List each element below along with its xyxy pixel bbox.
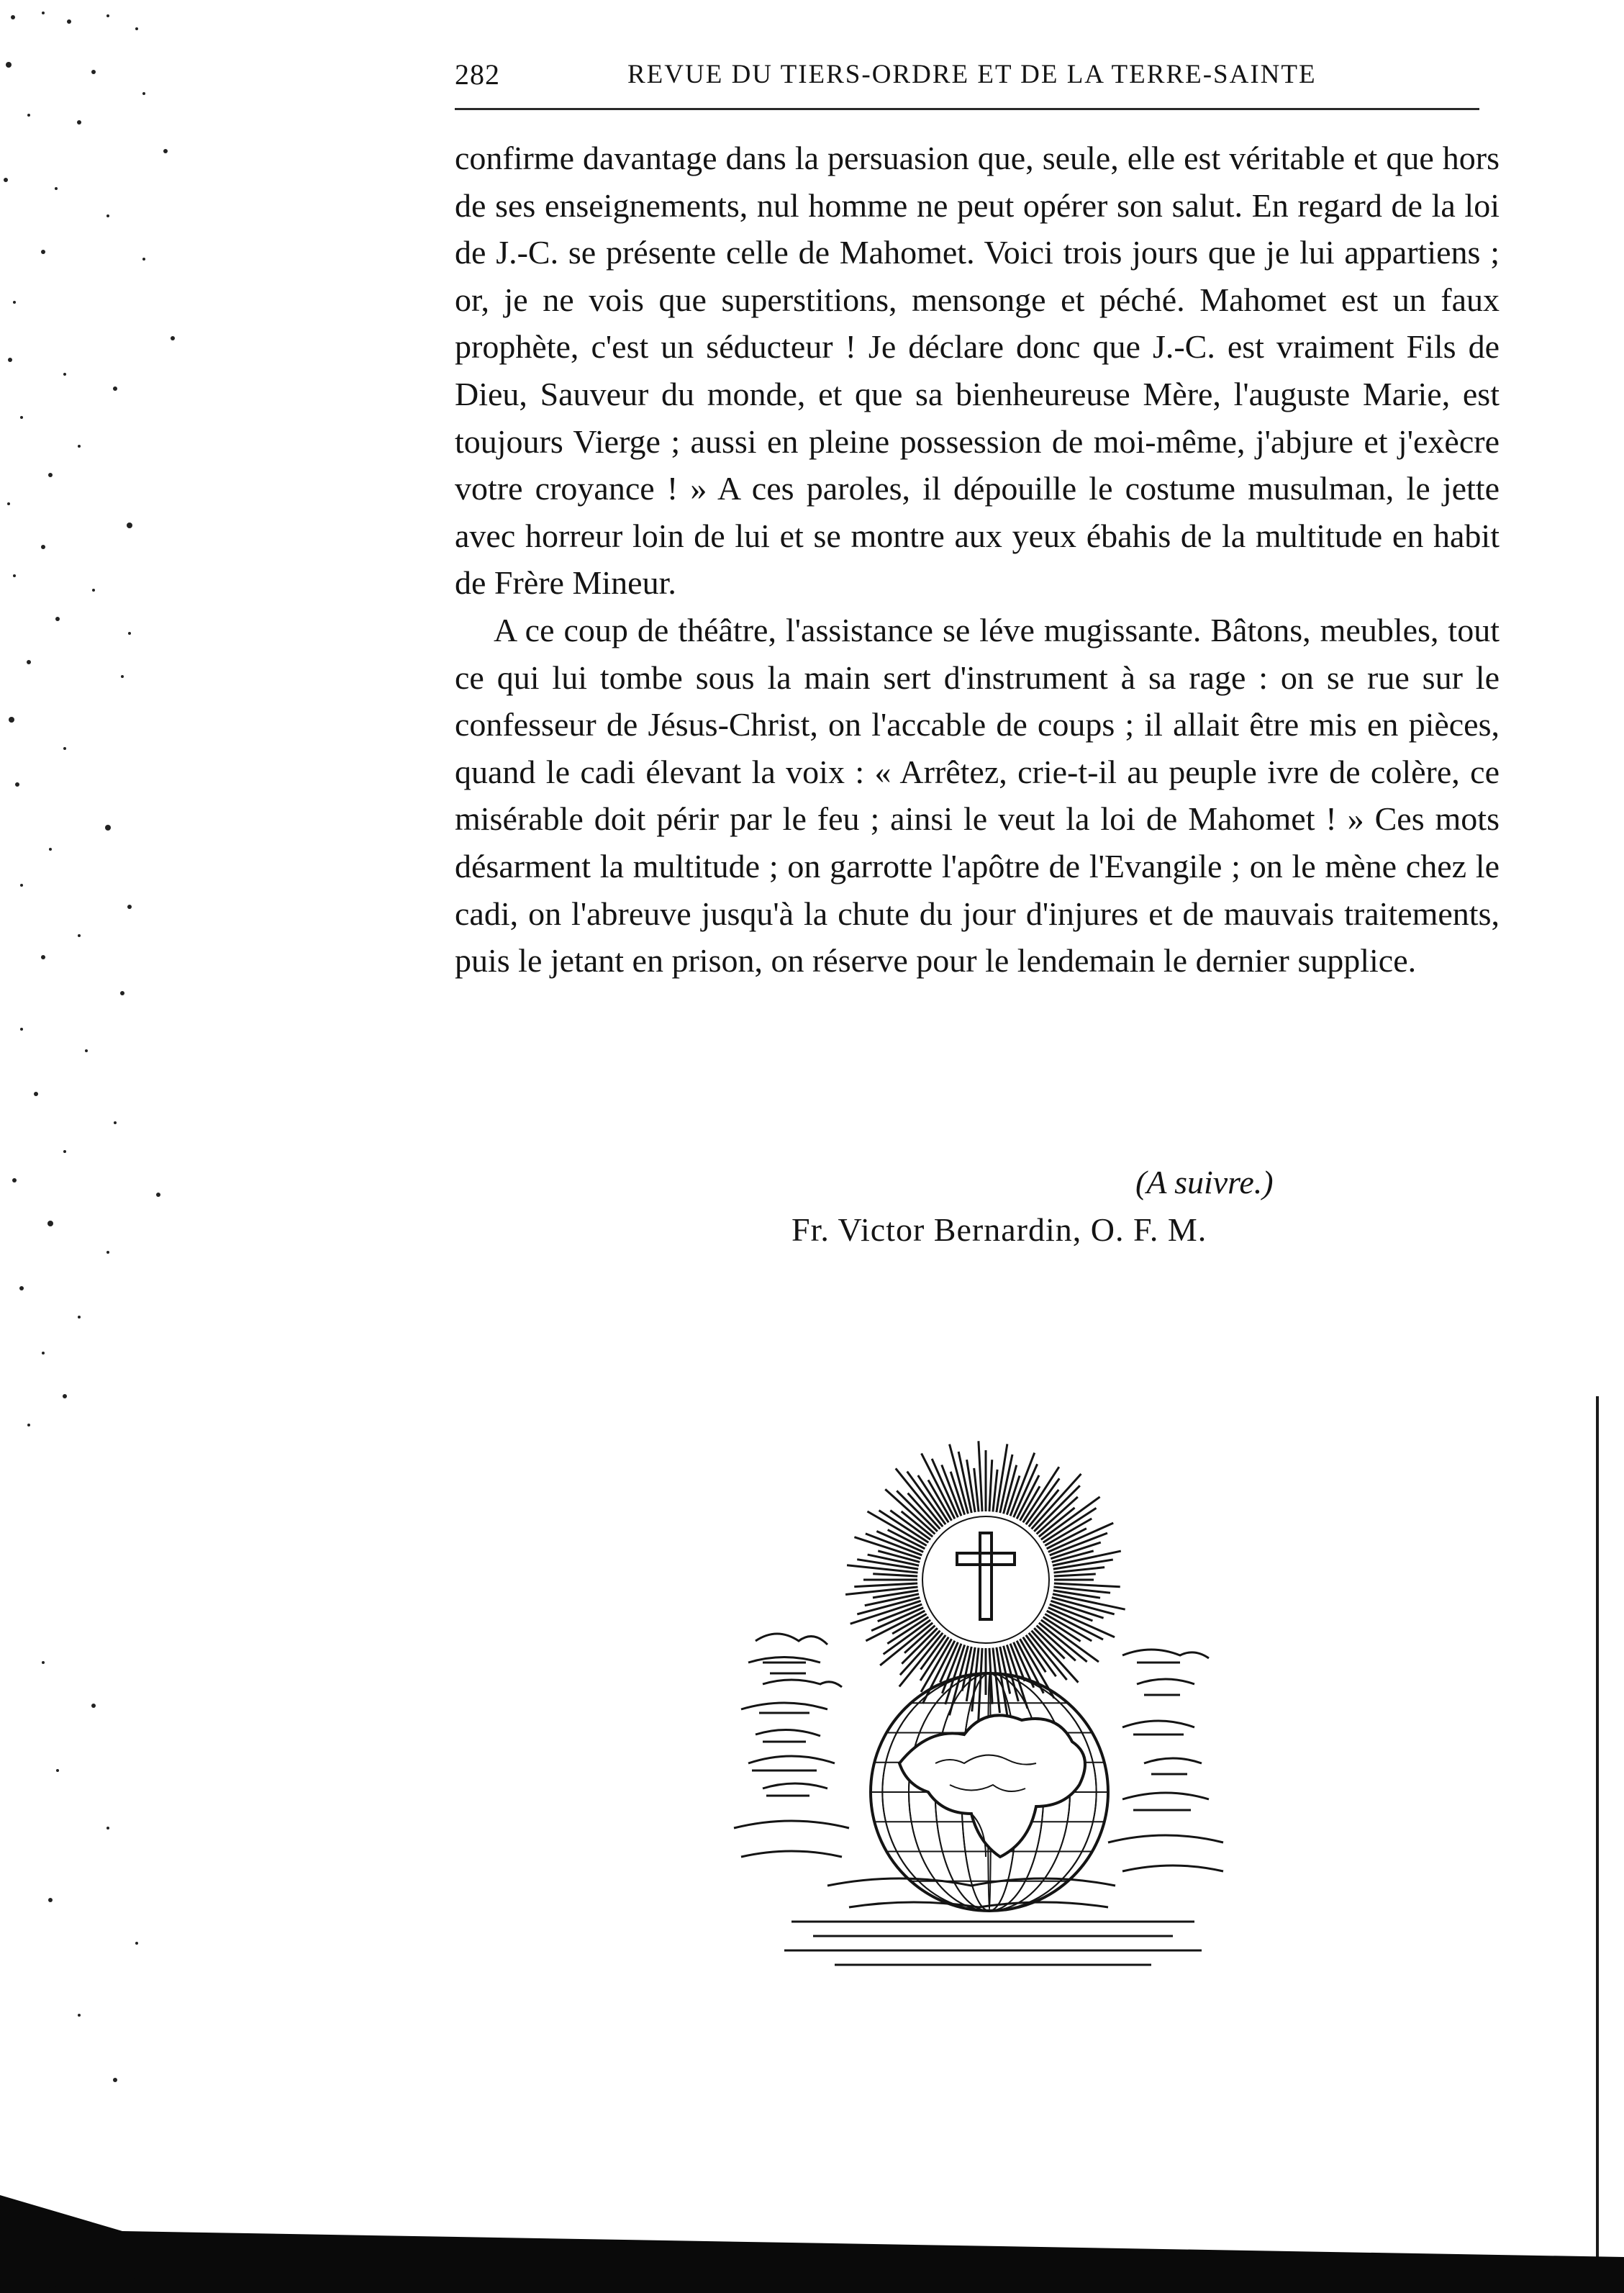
page-number: 282 bbox=[455, 58, 500, 91]
ray bbox=[854, 1583, 917, 1587]
body-paragraph: confirme davantage dans la persuasion que, seule, elle est véritable et que hors de ses enseignements, nul homme ne peut opérer son salut. En regard de la loi de J.-C. se présente celle de Mahomet. Voici trois jours que je lui appartiens ; or, je ne vois que superstitions, mensonge et péché. Mahomet est un faux prophète, c'est un séducteur ! Je déclare donc que J.-C. est vraiment Fils de Dieu, Sauveur du monde, et que sa bienheureuse Mère, l'auguste Marie, est toujours Vierge ; aussi en pleine possession de moi-même, j'abjure et j'exècre votre croyance ! » A ces paroles, il dépouille le costume musulman, le jette avec horreur loin de lui et se montre aux yeux ébahis de la multitude en habit de Frère Mineur. bbox=[455, 140, 1500, 602]
ray bbox=[967, 1460, 976, 1512]
ray bbox=[854, 1537, 920, 1559]
margin-speckles bbox=[0, 0, 187, 1439]
page-edge-line bbox=[1596, 1396, 1599, 2274]
ray bbox=[979, 1441, 982, 1511]
lower-margin-speckles bbox=[29, 1641, 201, 2145]
article-body bbox=[455, 135, 1500, 985]
header-rule bbox=[455, 108, 1479, 110]
cross-over-globe-icon bbox=[720, 1425, 1266, 1986]
ray bbox=[1054, 1583, 1120, 1587]
globe bbox=[871, 1673, 1108, 1911]
water bbox=[784, 1922, 1202, 1965]
continuation-note: (A suivre.) bbox=[1135, 1164, 1274, 1200]
body-paragraph: A ce coup de théâtre, l'assistance se léve mugissante. Bâtons, meubles, tout ce qui lui tombe sous la main sert d'instrument à sa rage : on se rue sur le confesseur de Jésus-Christ, on l'accable de coups ; il allait être mis en pièces, quand le cadi élevant la voix : « Arrêtez, crie-t-il au peuple ivre de colère, ce misérable doit périr par le feu ; ainsi le veut la loi de Mahomet ! » Ces mots désarment la multitude ; on garrotte l'apôtre de l'Evangile ; on le mène chez le cadi, on l'abreuve jusqu'à la chute du jour d'injures et de mauvais traitements, puis le jetant en prison, on réserve pour le lendemain le dernier supplice. bbox=[455, 611, 1500, 980]
ray bbox=[1054, 1574, 1096, 1576]
journal-title: REVUE DU TIERS-ORDRE ET DE LA TERRE-SAINTE bbox=[627, 60, 1317, 89]
ray bbox=[845, 1587, 917, 1595]
halo bbox=[922, 1516, 1049, 1643]
ray bbox=[873, 1574, 917, 1576]
author-signature: Fr. Victor Bernardin, O. F. M. bbox=[791, 1211, 1207, 1248]
ray bbox=[989, 1460, 992, 1511]
running-header bbox=[455, 58, 1479, 98]
ray bbox=[979, 1648, 982, 1722]
page-gutter-shadow bbox=[0, 2188, 1624, 2293]
